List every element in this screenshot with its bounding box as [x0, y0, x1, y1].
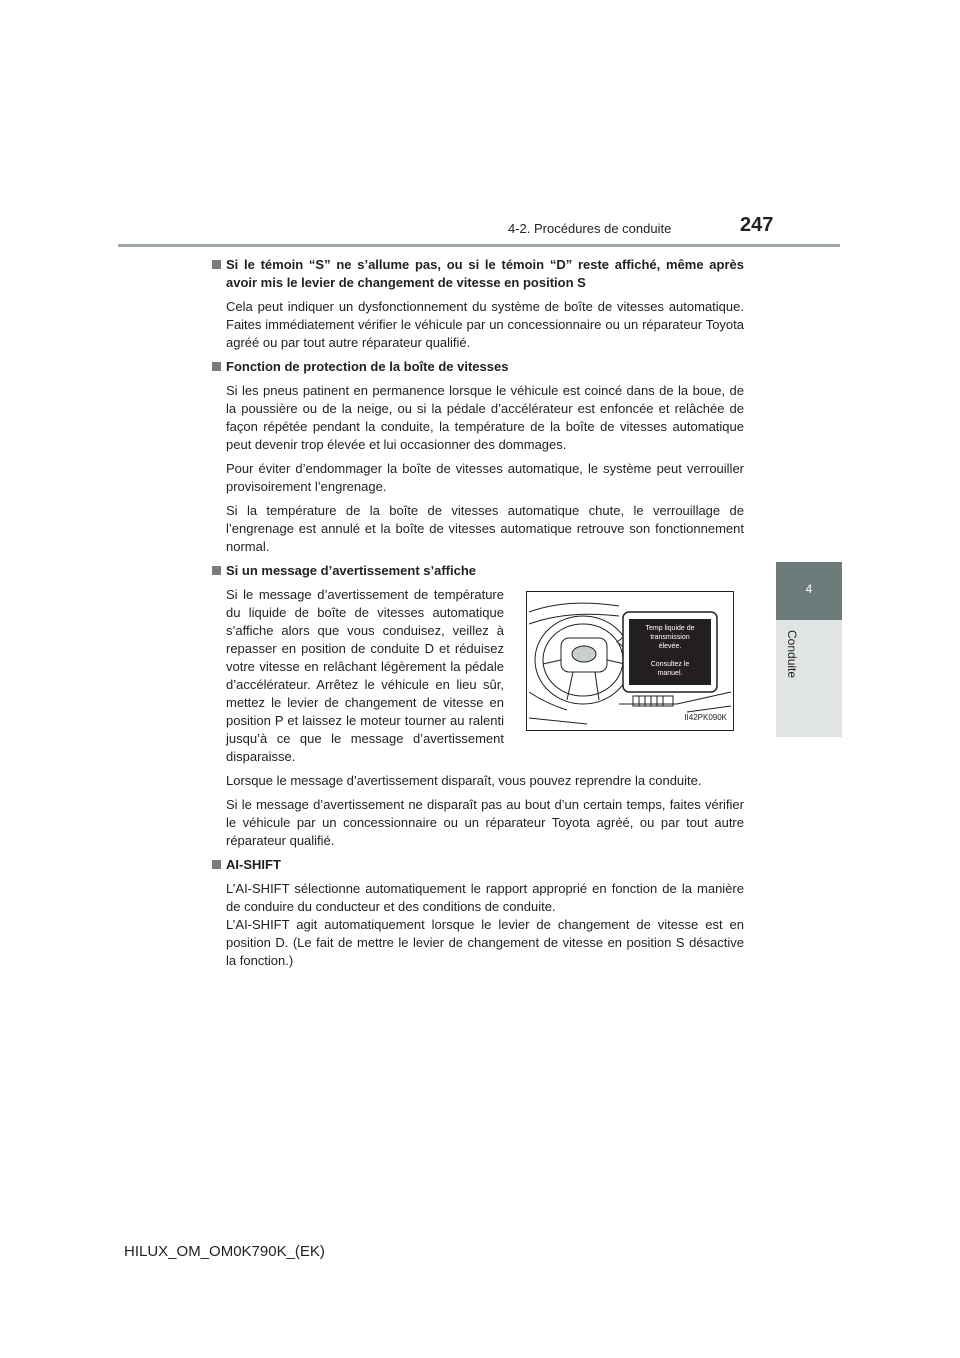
chapter-tab: [776, 562, 842, 620]
section-heading: Si le témoin “S” ne s’allume pas, ou si le témoin “D” reste affiché, même après avoir mis le levier de changement de vitesse en position S: [212, 256, 744, 292]
section-heading: Fonction de protection de la boîte de vitesses: [212, 358, 744, 376]
figure-code: II42PK090K: [684, 713, 727, 722]
section-s-indicator: [212, 256, 744, 352]
display-line: élevée.: [658, 643, 682, 650]
footer-code: HILUX_OM_OM0K790K_(EK): [124, 1243, 325, 1260]
section-warning-message: [212, 562, 744, 850]
square-bullet-icon: [212, 362, 221, 371]
section-heading: Si un message d’avertissement s’affiche: [212, 562, 744, 580]
paragraph: Lorsque le message d’avertissement disparaît, vous pouvez reprendre la conduite.: [226, 773, 702, 788]
paragraph: Si les pneus patinent en permanence lorsque le véhicule est coincé dans de la boue, de la poussière ou de la neige, ou si la pédale d’accélérateur est enfoncée et relâchée de façon répétée pendant la conduite, la température de la boîte de vitesses automatique peut devenir trop élevée et lui occasionner des dommages.: [226, 383, 744, 452]
section-ai-shift: [212, 856, 744, 970]
paragraph: Cela peut indiquer un dysfonctionnement du système de boîte de vitesses automatique. Faites immédiatement vérifier le véhicule par un concessionnaire ou un réparateur Toyota agréé ou par tout autre réparateur qualifié.: [226, 299, 744, 350]
chapter-label: Conduite: [785, 630, 799, 679]
page-number: 247: [740, 214, 774, 236]
page-content: [212, 256, 744, 976]
paragraph: Pour éviter d’endommager la boîte de vitesses automatique, le système peut verrouiller provisoirement l’engrenage.: [226, 461, 744, 494]
display-line: manuel.: [657, 670, 683, 677]
chapter-number: 4: [805, 582, 813, 596]
square-bullet-icon: [212, 566, 221, 575]
paragraph: Si la température de la boîte de vitesses automatique chute, le verrouillage de l’engrenage est annulé et la boîte de vitesses automatique retrouve son fonctionnement normal.: [226, 503, 744, 554]
square-bullet-icon: [212, 260, 221, 269]
warning-paragraph: Si le message d’avertissement de température du liquide de boîte de vitesses automatique s’affiche alors que vous conduisez, veillez à repasser en position de conduite D et réduisez votre vitesse en relâchant légèrement la pédale d’accélérateur. Arrêtez le véhicule en lieu sûr, mettez le levier de changement de vitesse en position P et laissez le moteur tourner au ralenti jusqu’à ce que le message d’avertissement disparaisse.: [226, 587, 504, 764]
display-line: Consultez le: [650, 661, 690, 668]
section-title: 4-2. Procédures de conduite: [508, 221, 672, 236]
section-protection: [212, 358, 744, 556]
paragraph: L’AI-SHIFT sélectionne automatiquement le rapport approprié en fonction de la manière de conduire du conducteur et des conditions de conduite. L’AI-SHIFT agit automatiquement lorsque le levier de changement de vitesse est en position D. (Le fait de mettre le levier de changement de vitesse en position S désactive la fonction.): [226, 881, 744, 968]
warning-block: [212, 586, 744, 766]
page-header: [0, 0, 960, 250]
square-bullet-icon: [212, 860, 221, 869]
display-line: Temp liquide de: [645, 625, 695, 632]
section-heading: AI-SHIFT: [212, 856, 744, 874]
paragraph: Si le message d’avertissement ne disparaît pas au bout d’un certain temps, faites vérifier le véhicule par un concessionnaire ou un réparateur Toyota agréé, ou par tout autre réparateur qualifié.: [226, 797, 744, 848]
display-line: transmission: [650, 634, 690, 641]
header-divider: [118, 244, 840, 247]
dashboard-illustration: [526, 591, 734, 731]
